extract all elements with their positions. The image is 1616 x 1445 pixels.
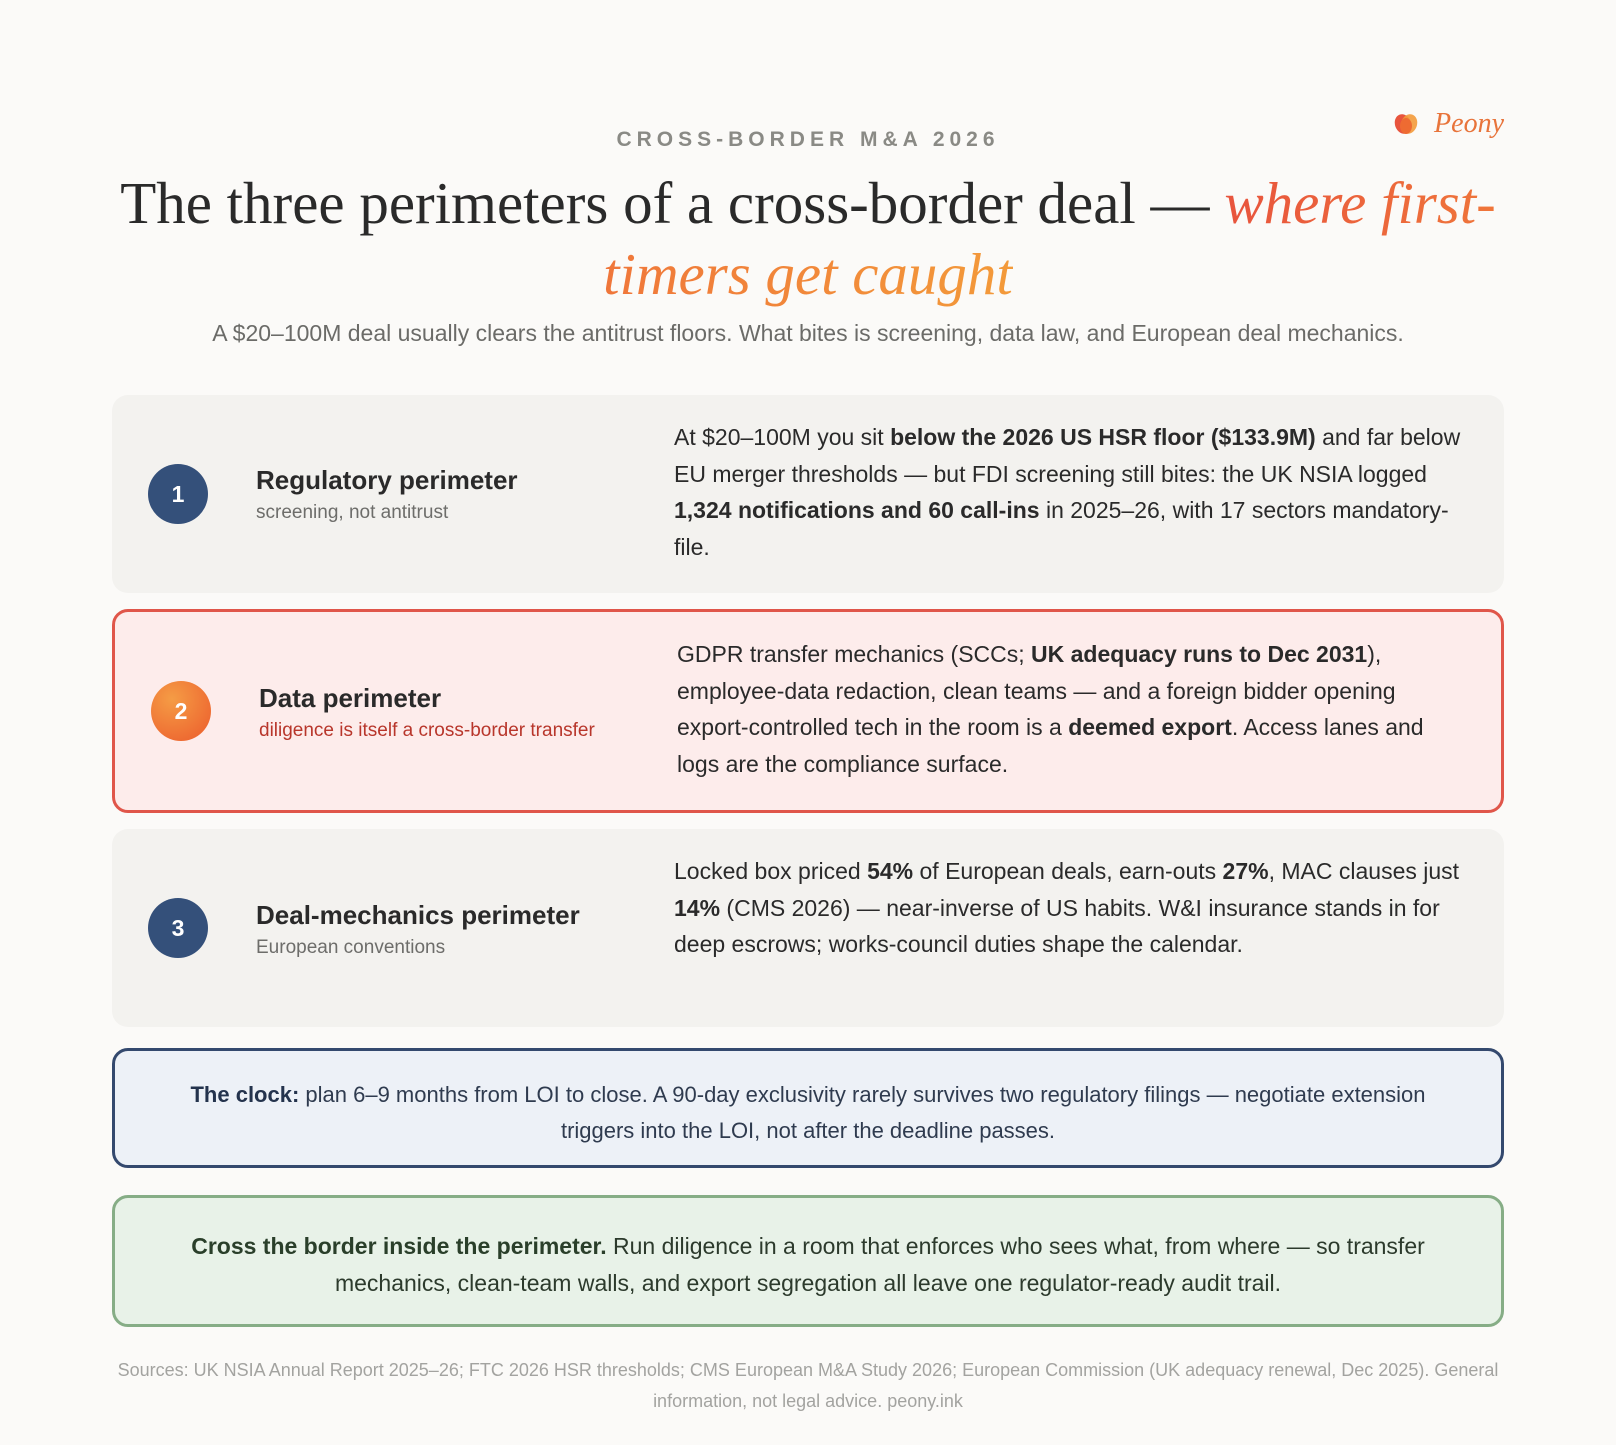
body-text: . Access lanes and logs are the compliance surface. (677, 714, 1424, 777)
perimeter-name: Data perimeter (259, 683, 442, 713)
perimeter-number-badge: 2 (151, 681, 211, 741)
clock-callout (112, 1048, 1504, 1168)
body-text: and far below EU merger thresholds — but FDI screening still bites: the UK NSIA logged (674, 424, 1461, 487)
clock-text: plan 6–9 months from LOI to close. A 90-day exclusivity rarely survives two regulatory filings — negotiate extension triggers into the LOI, not after the deadline passes. (299, 1082, 1426, 1143)
body-text: in 2025–26, with 17 sectors mandatory-file. (674, 497, 1449, 560)
cta-label: Cross the border inside the perimeter. (191, 1233, 607, 1259)
body-text: At $20–100M you sit (674, 424, 891, 450)
cta-callout (112, 1195, 1504, 1327)
perimeter-name: Deal-mechanics perimeter (256, 900, 580, 930)
perimeter-card-deal-mechanics (112, 829, 1504, 1027)
body-text: , MAC clauses just (1268, 858, 1460, 884)
body-text: (CMS 2026) — near-inverse of US habits. W&I insurance stands in for deep escrows; works-council duties shape the calendar. (674, 894, 1440, 957)
emphasis-text: deemed export (1068, 714, 1232, 740)
perimeter-subtitle: screening, not antitrust (256, 502, 449, 523)
emphasis-text: below the 2026 US HSR floor ($133.9M) (890, 424, 1316, 450)
brand-name: Peony (1434, 108, 1504, 139)
body-text: Locked box priced (674, 858, 868, 884)
perimeter-heading (259, 683, 595, 742)
perimeter-description (677, 636, 1467, 782)
perimeter-subtitle: European conventions (256, 937, 446, 958)
emphasis-text: UK adequacy runs to Dec 2031 (1031, 641, 1368, 667)
perimeter-number-badge: 3 (148, 898, 208, 958)
perimeter-description (674, 419, 1464, 565)
perimeter-subtitle: diligence is itself a cross-border transfer (259, 720, 595, 741)
cta-text: Run diligence in a room that enforces who sees what, from where — so transfer mechanics, clean-team walls, and export segregation all leave one regulator-ready audit trail. (334, 1233, 1425, 1296)
emphasis-text: 1,324 notifications and 60 call-ins (674, 497, 1040, 523)
eyebrow: CROSS-BORDER M&A 2026 (616, 128, 1000, 151)
title-accent: where first-timers get caught (603, 170, 1496, 307)
page-subtitle: A $20–100M deal usually clears the antitrust floors. What bites is screening, data law, and European deal mechanics. (212, 320, 1404, 346)
clock-label: The clock: (190, 1082, 300, 1107)
perimeter-heading (256, 900, 580, 959)
body-text: of European deals, earn-outs (913, 858, 1223, 884)
perimeter-card-data (112, 609, 1504, 813)
body-text: GDPR transfer mechanics (SCCs; (677, 641, 1032, 667)
title-plain: The three perimeters of a cross-border deal — (120, 170, 1225, 236)
perimeter-card-regulatory (112, 395, 1504, 593)
body-text: ), employee-data redaction, clean teams — and a foreign bidder opening export-controlled tech in the room is a (677, 641, 1396, 740)
perimeter-description (674, 853, 1464, 963)
perimeter-number-badge: 1 (148, 464, 208, 524)
emphasis-text: 14% (674, 894, 721, 921)
page-title (100, 168, 1516, 310)
emphasis-text: 54% (867, 858, 914, 884)
perimeter-heading (256, 465, 518, 524)
emphasis-text: 27% (1222, 858, 1269, 884)
sources-footnote: Sources: UK NSIA Annual Report 2025–26; FTC 2026 HSR thresholds; CMS European M&A Study 2026; European Commission (UK adequacy renewal, Dec 2025). General information, not legal advice. peony.ink (117, 1360, 1499, 1411)
perimeter-name: Regulatory perimeter (256, 465, 518, 495)
